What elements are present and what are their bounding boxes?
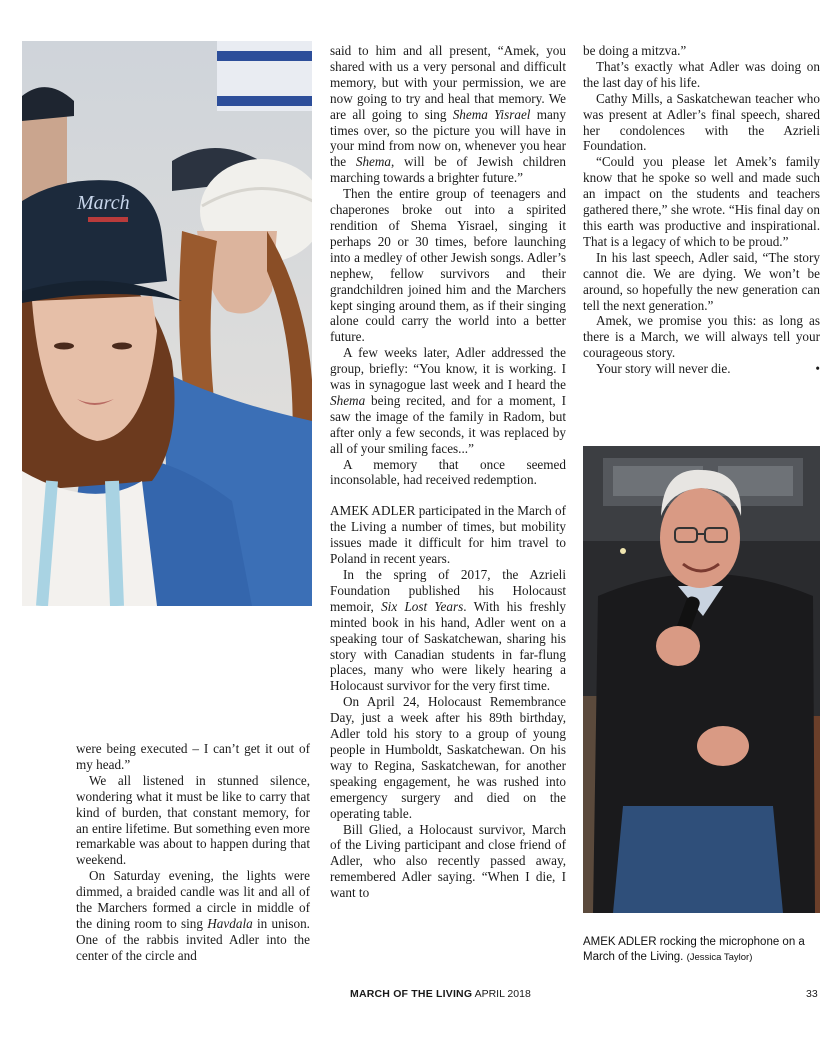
magazine-name: MARCH OF THE LIVING bbox=[350, 988, 473, 1000]
col3-para-3: Cathy Mills, a Saskatchewan teacher who was present at Adler’s final speech, shared her condolences with the Azrieli Foundation. bbox=[583, 90, 820, 154]
cap-text: March bbox=[77, 192, 130, 214]
students-photo bbox=[22, 41, 312, 606]
col3-para-1: be doing a mitzva.” bbox=[583, 43, 687, 58]
column-1 bbox=[76, 741, 310, 964]
col2-para-5: AMEK ADLER participated in the March of the Living a number of times, but mobility issues made it difficult for him travel to Poland in recent years. bbox=[330, 503, 566, 567]
footer-folio bbox=[350, 988, 531, 1000]
adler-photo-illustration bbox=[583, 446, 820, 913]
page-footer bbox=[0, 988, 840, 1002]
col2-para-8: Bill Glied, a Holocaust survivor, March of the Living participant and close friend of Adler, who also recently passed away, remembered Adler saying. “When I die, I want to bbox=[330, 821, 566, 901]
column-3 bbox=[583, 43, 820, 377]
col3-para-4: “Could you please let Amek’s family know that he spoke so well and made such an impact on the students and teachers gathered there,” she wrote. “His final day on this earth was productive and inspirational. That is a legacy of which to be proud.” bbox=[583, 154, 820, 249]
col2-para-2: Then the entire group of teenagers and chaperones broke out into a spirited rendition of Shema Yisrael, singing it perhaps 20 or 30 times, before launching into a medley of other Jewish songs. Adler’s nephew, fellow survivors and their grandchildren joined him and the Marchers kept singing around them, as if their singing alone could carry the world into a better future. bbox=[330, 186, 566, 345]
col2-para-6: In the spring of 2017, the Azrieli Foundation published his Holocaust memoir, Six Lost Years. With his freshly minted book in his hand, Adler went on a speaking tour of Saskatchewan, sharing his story with Canadian students in far-flung places, many who were likely hearing a Holocaust survivor for the very first time. bbox=[330, 567, 566, 694]
column-2 bbox=[330, 43, 566, 901]
col2-para-7: On April 24, Holocaust Remembrance Day, just a week after his 89th birthday, Adler told his story to a group of young people in Humboldt, Saskatchewan. On his way to Regina, Saskatchewan, for another speaking engagement, he was rushed into emergency surgery and died on the operating table. bbox=[330, 694, 566, 821]
col3-para-5: In his last speech, Adler said, “The story cannot die. We are dying. We won’t be around, so hopefully the new generation can tell the next generation.” bbox=[583, 249, 820, 313]
col1-para-1: were being executed – I can’t get it out of my head.” bbox=[76, 741, 310, 772]
col2-para-1: said to him and all present, “Amek, you shared with us a very personal and difficult memory, but with your permission, we are now going to try and heal that memory. We are all going to sing Shema Yisrael many times over, so the picture you will have in your mind from now on, whenever you hear the Shema, will be of Jewish children marching towards a brighter future.” bbox=[330, 43, 566, 186]
issue-date: APRIL 2018 bbox=[474, 988, 531, 1000]
caption-text: AMEK ADLER rocking the microphone on a March of the Living. bbox=[583, 936, 805, 963]
photo-caption bbox=[583, 935, 823, 965]
col2-para-4: A memory that once seemed inconsolable, had received redemption. bbox=[330, 456, 566, 488]
caption-credit: (Jessica Taylor) bbox=[686, 952, 753, 963]
col3-para-7: Your story will never die. • bbox=[596, 361, 820, 377]
adler-photo bbox=[583, 446, 820, 913]
page-number: 33 bbox=[806, 988, 818, 1000]
students-photo-illustration bbox=[22, 41, 312, 606]
col3-para-2: That’s exactly what Adler was doing on the last day of his life. bbox=[583, 58, 820, 90]
col2-para-3: A few weeks later, Adler addressed the group, briefly: “You know, it is working. I was in synagogue last week and I heard the Shema being recited, and for a moment, I saw the image of the family in Radom, but after only a few seconds, it was replaced by all of your smiling faces...” bbox=[330, 345, 566, 456]
col1-para-2: We all listened in stunned silence, wondering what it must be like to carry that kind of burden, that constant memory, for an entire lifetime. But something even more remarkable was about to happen during that weekend. bbox=[76, 772, 310, 868]
col1-para-3: On Saturday evening, the lights were dimmed, a braided candle was lit and all of the Marchers formed a circle in middle of the dining room to sing Havdala in unison. One of the rabbis invited Adler into the center of the circle and bbox=[76, 868, 310, 963]
end-mark: • bbox=[815, 361, 820, 377]
col3-para-6: Amek, we promise you this: as long as there is a March, we will always tell your courageous story. bbox=[583, 313, 820, 361]
